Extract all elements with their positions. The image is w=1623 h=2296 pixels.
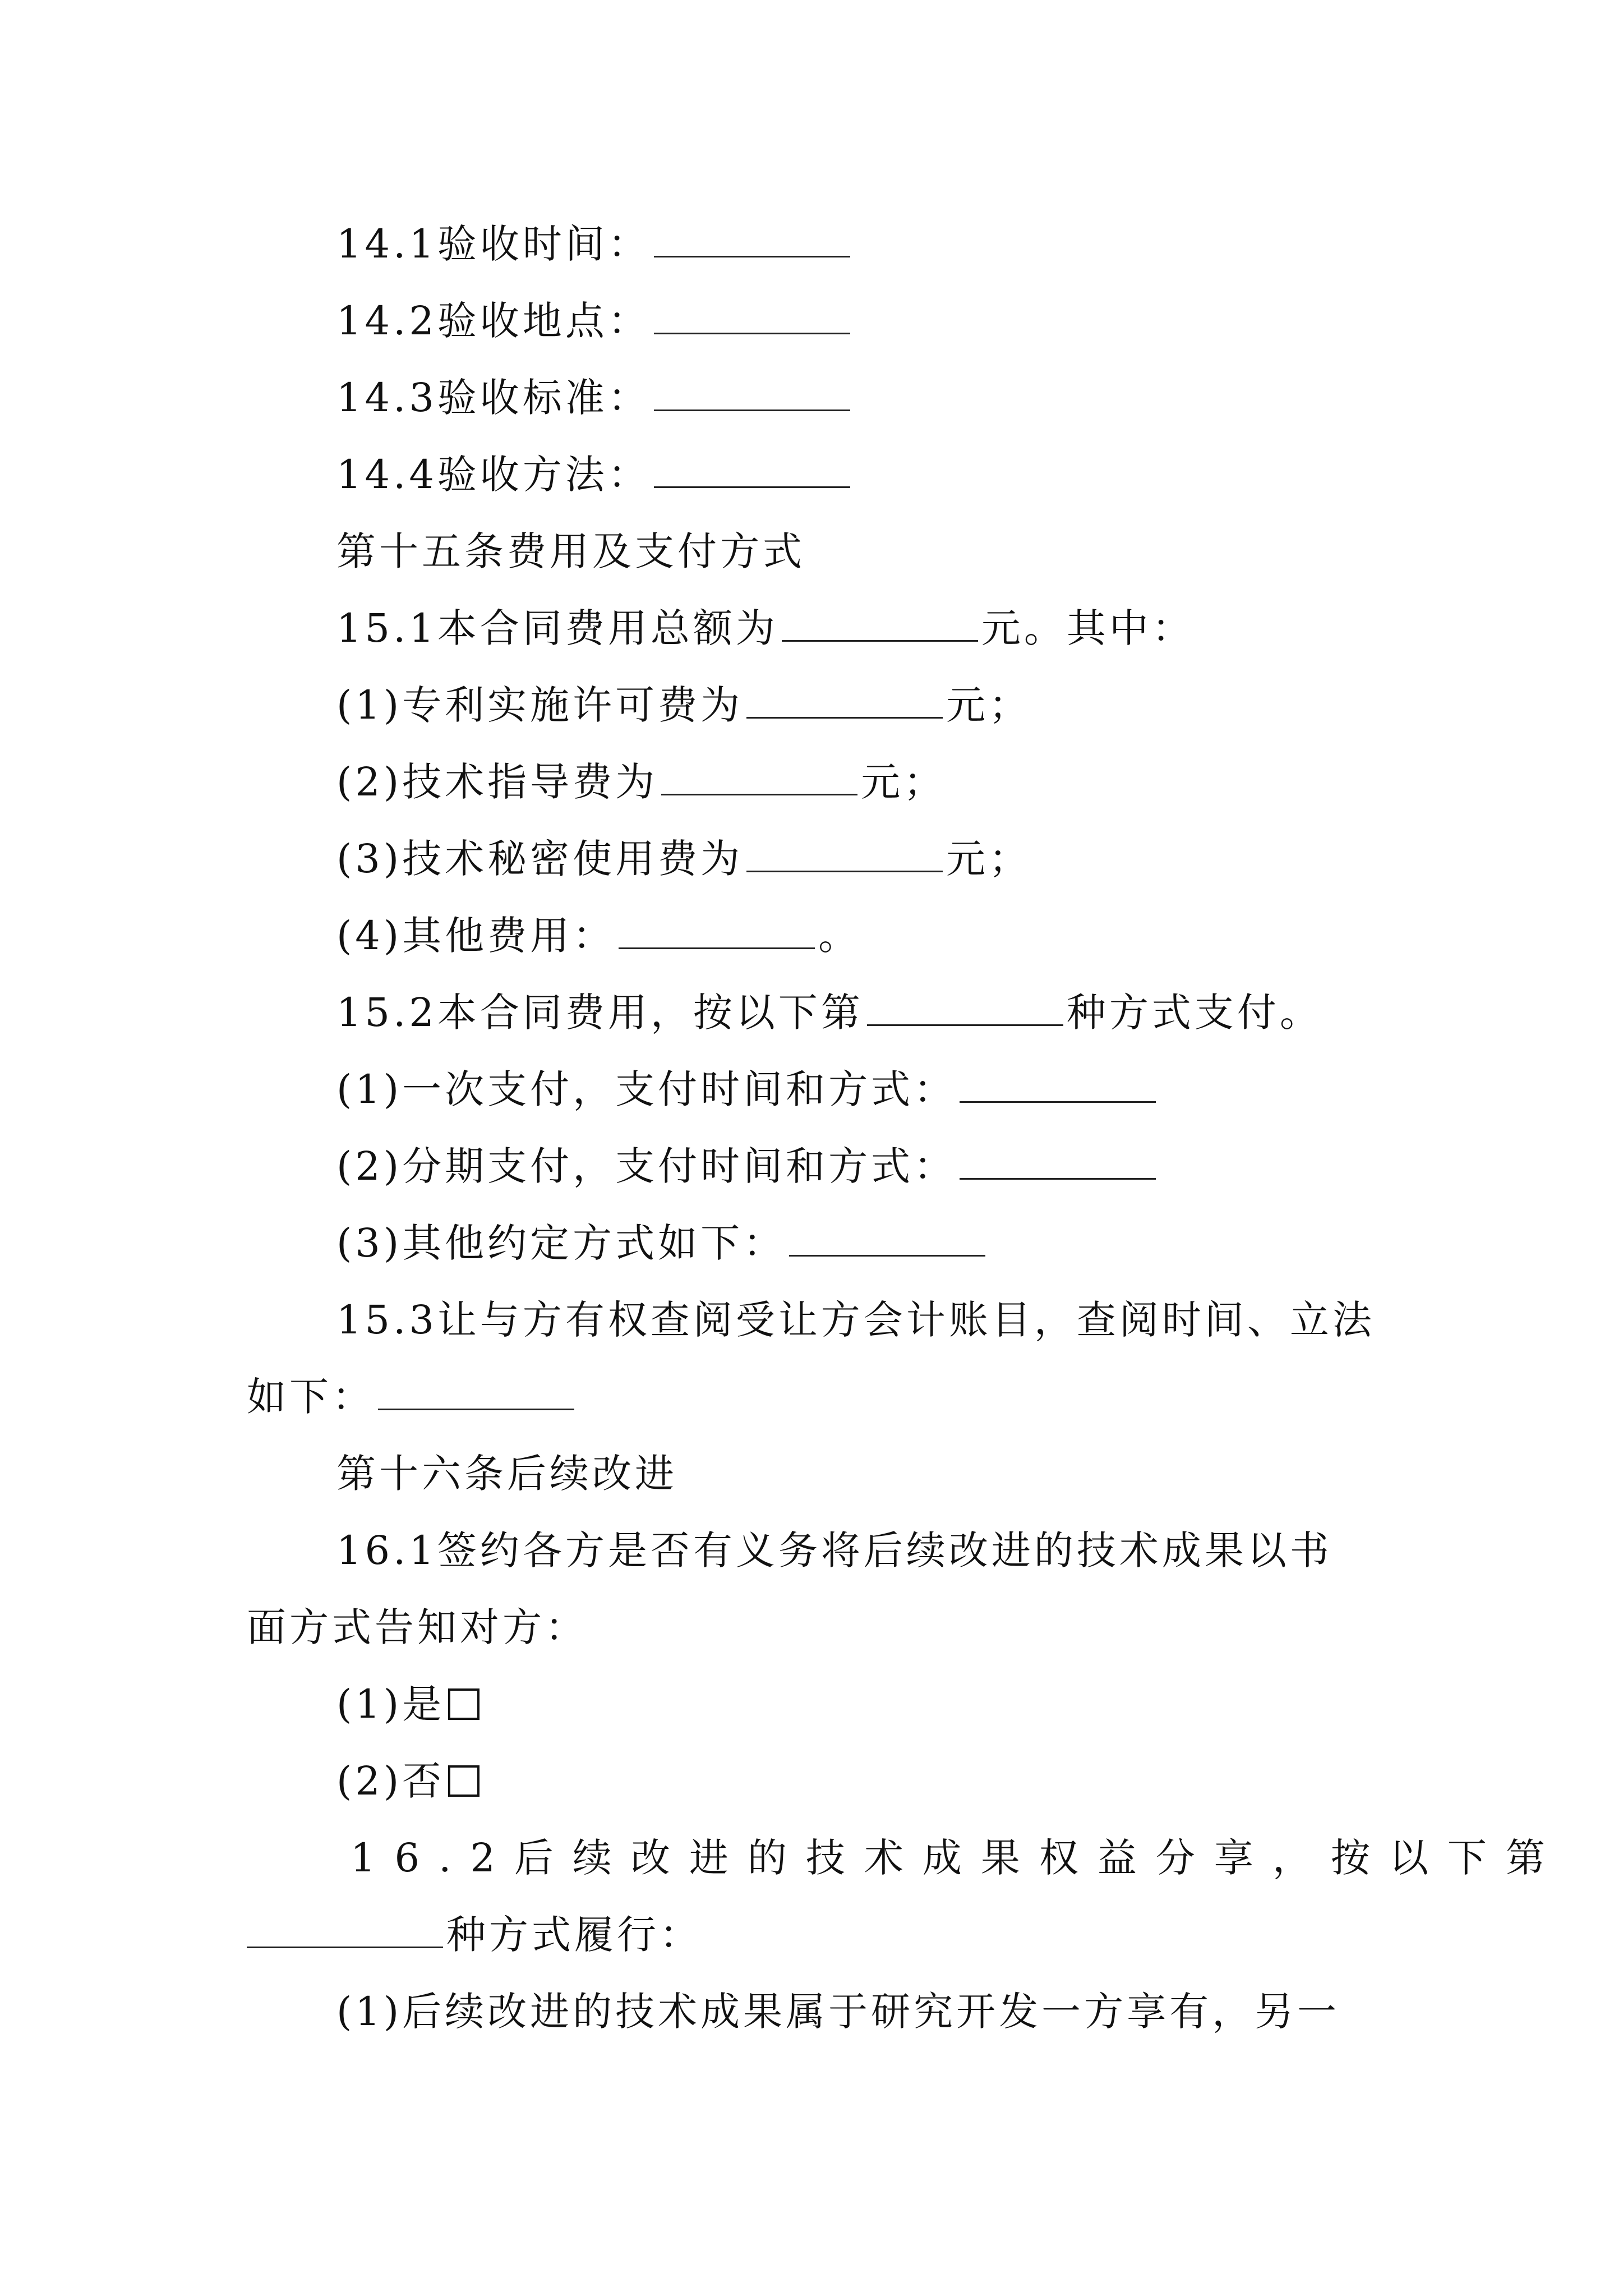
- fee-item-4-label: (4)其他费用：: [336, 913, 616, 959]
- clause-16-2-text: 16.2后续改进的技术成果权益分享，按以下第: [351, 1835, 1564, 1881]
- blank-field: [867, 985, 1063, 1026]
- clause-15-1: [336, 595, 1195, 662]
- option-no: [336, 1747, 479, 1815]
- clause-15-2-label: 15.2本合同费用，按以下第: [336, 990, 864, 1036]
- clause-16-2-continuation: 种方式履行：: [446, 1912, 702, 1958]
- blank-field: [661, 754, 857, 795]
- article-16-heading: [336, 1440, 677, 1507]
- clause-15-3-line-2: [247, 1363, 578, 1430]
- article-16-title: 第十六条后续改进: [336, 1451, 677, 1497]
- blank-field: [746, 678, 943, 719]
- blank-field: [746, 831, 943, 872]
- clause-14-4-label: 14.4验收方法：: [336, 452, 651, 498]
- sharing-option-1: [336, 1978, 1340, 2045]
- clause-15-2: [336, 979, 1322, 1046]
- clause-14-3-label: 14.3验收标准：: [336, 375, 651, 421]
- clause-15-1-suffix: 元。其中：: [981, 605, 1195, 651]
- clause-16-2-line-2: [247, 1901, 702, 1968]
- article-15-title: 第十五条费用及支付方式: [336, 528, 805, 574]
- clause-14-2-label: 14.2验收地点：: [336, 298, 651, 344]
- clause-14-2: [336, 287, 854, 355]
- clause-14-1-label: 14.1验收时间：: [336, 221, 651, 267]
- payment-option-3: [336, 1209, 989, 1277]
- blank-field: [654, 217, 850, 257]
- payment-option-1: [336, 1056, 1159, 1123]
- blank-field: [960, 1062, 1156, 1103]
- clause-15-1-label: 15.1本合同费用总额为: [336, 605, 778, 651]
- fee-item-2-label: (2)技术指导费为: [336, 759, 658, 805]
- blank-field: [619, 908, 815, 949]
- blank-field: [654, 370, 850, 411]
- payment-option-3-label: (3)其他约定方式如下：: [336, 1220, 786, 1266]
- clause-15-3-continuation: 如下：: [247, 1374, 375, 1420]
- clause-14-1: [336, 210, 854, 278]
- blank-field: [789, 1216, 985, 1257]
- payment-option-2: [336, 1133, 1159, 1200]
- option-yes: [336, 1671, 479, 1738]
- fee-item-1-suffix: 元；: [946, 682, 1032, 728]
- clause-15-3-text: 15.3让与方有权查阅受让方会计账目，查阅时间、立法: [336, 1297, 1375, 1343]
- blank-field: [247, 1907, 443, 1948]
- blank-field: [782, 601, 978, 642]
- fee-item-2: [336, 748, 946, 816]
- clause-16-1-line-1: [336, 1517, 1332, 1584]
- fee-item-1-label: (1)专利实施许可费为: [336, 682, 744, 728]
- blank-field: [654, 447, 850, 488]
- blank-field: [960, 1139, 1156, 1180]
- yes-checkbox[interactable]: [448, 1688, 479, 1720]
- fee-item-4-suffix: 。: [818, 913, 861, 959]
- fee-item-3-suffix: 元；: [946, 836, 1032, 882]
- fee-item-3-label: (3)技术秘密使用费为: [336, 836, 744, 882]
- clause-16-2-line-1: [351, 1824, 1564, 1892]
- blank-field: [654, 293, 850, 334]
- fee-item-4: [336, 902, 861, 969]
- clause-16-1-text: 16.1签约各方是否有义务将后续改进的技术成果以书: [336, 1527, 1332, 1573]
- fee-item-2-suffix: 元；: [861, 759, 947, 805]
- blank-field: [378, 1369, 574, 1410]
- payment-option-1-label: (1)一次支付，支付时间和方式：: [336, 1066, 957, 1112]
- option-no-label: (2)否: [336, 1758, 445, 1804]
- clause-14-4: [336, 441, 854, 508]
- clause-14-3: [336, 364, 854, 431]
- clause-16-1-line-2: [247, 1594, 588, 1661]
- fee-item-1: [336, 671, 1031, 739]
- fee-item-3: [336, 825, 1031, 892]
- payment-option-2-label: (2)分期支付，支付时间和方式：: [336, 1143, 957, 1189]
- clause-15-2-suffix: 种方式支付。: [1066, 990, 1322, 1036]
- sharing-option-1-text: (1)后续改进的技术成果属于研究开发一方享有，另一: [336, 1989, 1340, 2035]
- clause-15-3-line-1: [336, 1286, 1375, 1354]
- article-15-heading: [336, 518, 805, 585]
- option-yes-label: (1)是: [336, 1681, 445, 1727]
- clause-16-1-continuation: 面方式告知对方：: [247, 1604, 588, 1650]
- no-checkbox[interactable]: [448, 1765, 479, 1797]
